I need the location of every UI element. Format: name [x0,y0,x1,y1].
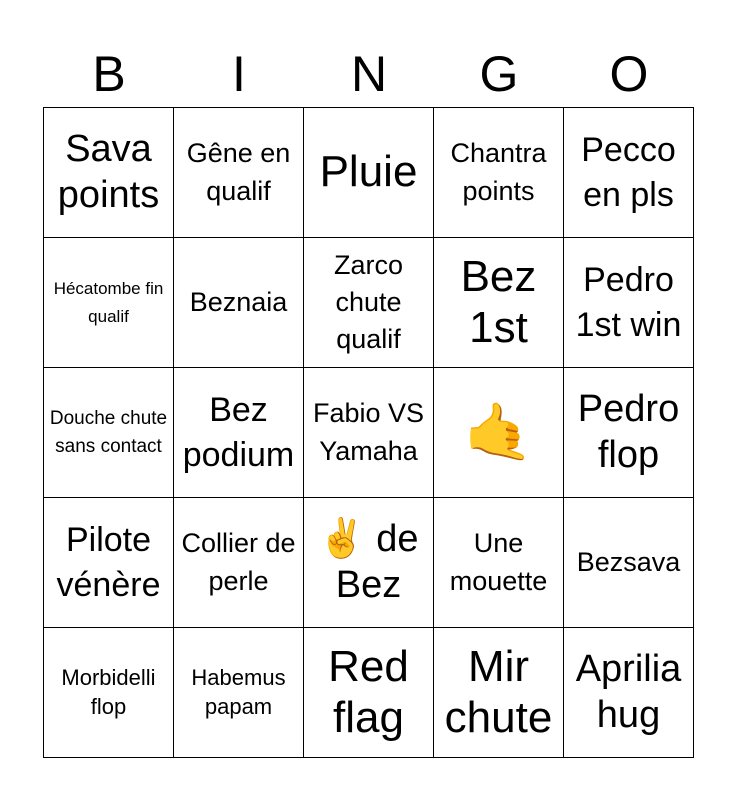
bingo-cell[interactable] [564,108,694,238]
bingo-cell[interactable] [174,108,304,238]
bingo-grid [43,107,694,758]
header-letter-g: G [479,46,519,102]
header-letter-n: N [350,46,388,102]
bingo-cell[interactable] [44,368,174,498]
cell-text: Gêne en qualif [186,138,291,206]
bingo-cell[interactable] [174,238,304,368]
cell-text: Aprilia hug [575,647,682,736]
cell-text: Une mouette [449,528,548,596]
bingo-cell[interactable] [564,238,694,368]
bingo-cell[interactable] [564,368,694,498]
bingo-cell-free[interactable] [434,368,564,498]
cell-text: Collier de perle [181,528,296,596]
bingo-cell[interactable] [434,628,564,758]
cell-text: Mir chute [444,641,553,742]
cell-text: ✌️ de Bez [318,517,419,606]
cell-text: Pedro 1st win [575,261,682,344]
cell-text: Pilote vénère [56,521,161,604]
header-letter-i: I [232,46,246,102]
bingo-cell[interactable] [304,238,434,368]
bingo-cell[interactable] [304,498,434,628]
cell-text: Douche chute sans contact [49,407,168,457]
bingo-cell[interactable] [434,238,564,368]
bingo-cell[interactable] [44,628,174,758]
bingo-cell[interactable] [304,108,434,238]
cell-text: Bezsava [576,546,681,577]
cell-text: Bez podium [182,391,295,474]
bingo-cell[interactable] [44,108,174,238]
cell-text: Sava points [57,127,160,216]
bingo-cell[interactable] [564,628,694,758]
cell-text: Hécatombe fin qualif [53,279,164,326]
cell-text: Chantra points [450,138,547,206]
bingo-cell[interactable] [304,628,434,758]
bingo-cell[interactable] [304,368,434,498]
header-letter-o: O [609,46,649,102]
cell-text: Bez 1st [460,251,537,352]
call-me-hand-icon: 🤙 [463,399,534,465]
cell-text: Zarco chute qualif [333,249,404,355]
cell-text: Red flag [328,641,409,742]
bingo-cell[interactable] [434,108,564,238]
bingo-cell[interactable] [44,498,174,628]
bingo-cell[interactable] [174,368,304,498]
cell-text: Morbidelli flop [61,664,156,719]
cell-text: Habemus papam [191,664,286,719]
cell-text: Beznaia [189,286,288,317]
bingo-cell[interactable] [174,628,304,758]
cell-text: Pecco en pls [581,131,676,214]
bingo-cell[interactable] [174,498,304,628]
bingo-cell[interactable] [434,498,564,628]
bingo-header [44,40,694,108]
cell-text: Pluie [319,147,418,197]
cell-text: Pedro flop [577,387,680,476]
bingo-cell[interactable] [564,498,694,628]
cell-text: Fabio VS Yamaha [312,398,425,466]
header-letter-b: B [92,46,126,102]
bingo-cell[interactable] [44,238,174,368]
